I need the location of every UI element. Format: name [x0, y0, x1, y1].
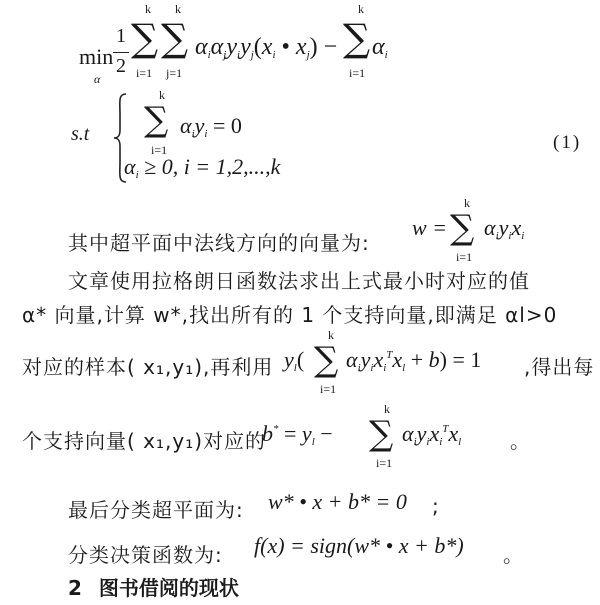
cond-sum-lower: i=1 — [320, 382, 337, 396]
para2-line2: α* 向量,计算 w*,找出所有的 1 个支持向量,即满足 αl>0 — [22, 303, 558, 327]
alpha-tail: $\alpha_i$ — [372, 34, 388, 61]
equation-number: (1) — [553, 132, 582, 153]
sum-j-symbol: ∑ — [161, 16, 189, 60]
decision-formula: f(x) = sign(w* • x + b*) — [254, 533, 464, 558]
para2-line4b: 。 — [510, 429, 531, 453]
cond-sum-symbol: ∑ — [314, 340, 339, 380]
para2-line4a: 个支持向量( x₁,y₁)对应的 — [22, 429, 267, 453]
c2-term: $\alpha_i \ge 0$, i = 1,2,...,k — [124, 154, 281, 181]
para2-line1: 文章使用拉格朗日函数法求出上式最小时对应的值 — [68, 269, 530, 293]
sum-tail-upper: k — [358, 2, 364, 16]
hyperplane-formula: w* • x + b* = 0 — [268, 489, 407, 514]
bias-sum-lower: i=1 — [376, 456, 393, 470]
min-operator: min — [79, 44, 114, 69]
normal-vector-text: 其中超平面中法线方向的向量为: — [68, 231, 370, 255]
w-sum-lower: i=1 — [456, 250, 473, 264]
section-heading — [68, 572, 239, 601]
section-number: 2 — [68, 576, 82, 600]
decision-tail: 。 — [503, 543, 524, 567]
bias-lhs: $b^* = y_l$ − — [262, 421, 333, 448]
para2-line3a: 对应的样本( x₁,y₁),再利用 — [22, 355, 274, 379]
fraction-bar — [113, 52, 129, 53]
c1-sum-symbol: ∑ — [144, 100, 169, 140]
para2-line3b: ,得出每 — [524, 355, 595, 379]
c1-sum-upper: k — [159, 88, 165, 102]
hyperplane-tail: ; — [432, 494, 440, 518]
sum-i-symbol: ∑ — [131, 16, 159, 60]
sum-i-upper: k — [145, 2, 151, 16]
min-subscript: α — [94, 72, 101, 86]
decision-label: 分类决策函数为: — [68, 543, 223, 567]
sum-j-upper: k — [175, 2, 181, 16]
section-title: 图书借阅的现状 — [98, 576, 239, 600]
cond-summand: $\alpha_iy_ix_i^Tx_l + b) = 1$ — [346, 347, 482, 374]
w-sum-upper: k — [464, 196, 470, 210]
cond-sum-upper: k — [328, 328, 334, 342]
cond-y: $y_l$( — [284, 347, 305, 374]
c1-term: $\alpha_iy_i = 0$ — [180, 113, 242, 140]
w-summand: $\alpha_iy_ix_i$ — [484, 215, 525, 242]
summand: $\alpha_i\alpha_jy_iy_j(x_i$ • $x_j$) − — [195, 34, 338, 61]
hyperplane-label: 最后分类超平面为: — [68, 498, 244, 522]
half-denominator: 2 — [116, 55, 126, 77]
w-sum-symbol: ∑ — [450, 208, 475, 248]
subject-to-label: s.t — [71, 123, 90, 145]
sum-j-lower: j=1 — [166, 66, 183, 80]
bias-sum-symbol: ∑ — [369, 414, 394, 454]
sum-i-lower: i=1 — [136, 66, 153, 80]
c1-sum-lower: i=1 — [151, 143, 168, 157]
bias-summand: $\alpha_iy_ix_i^Tx_l$ — [402, 421, 462, 448]
bias-sum-upper: k — [384, 402, 390, 416]
sum-tail-lower: i=1 — [349, 66, 366, 80]
half-numerator: 1 — [116, 25, 126, 47]
w-lhs: w = — [412, 215, 448, 240]
sum-tail-symbol: ∑ — [343, 16, 371, 60]
